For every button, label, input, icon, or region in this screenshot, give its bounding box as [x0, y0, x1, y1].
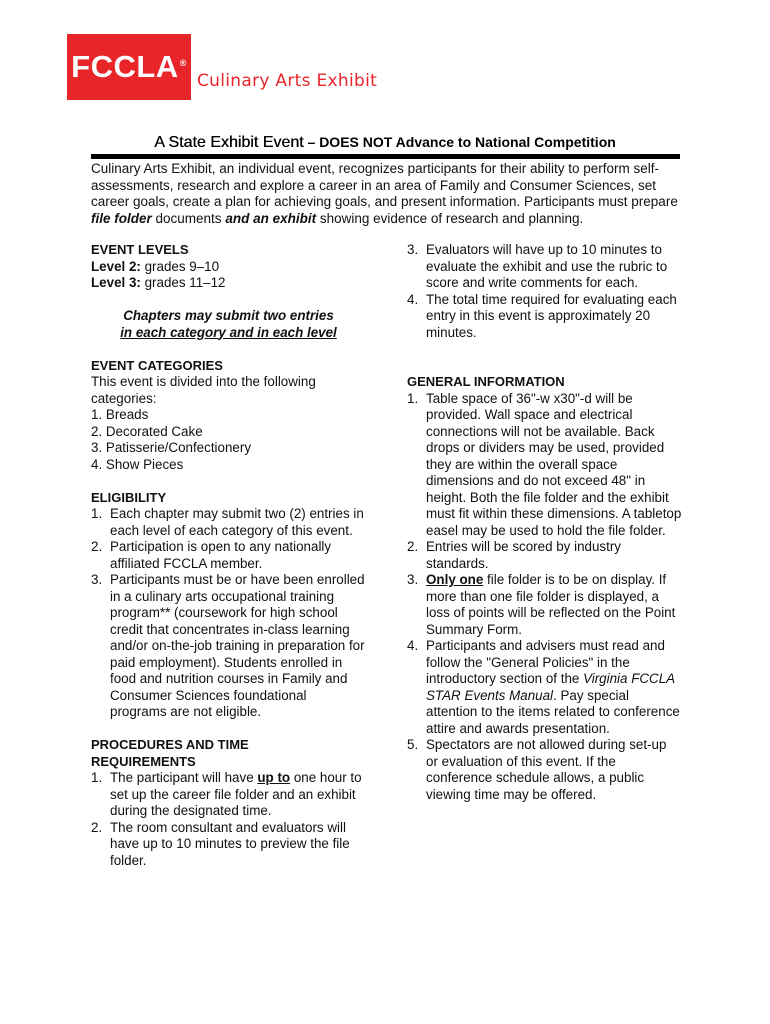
- item-number: 3.: [407, 572, 419, 587]
- chapters-note: [91, 308, 366, 341]
- title-dash: –: [303, 134, 320, 150]
- level-3-label: Level 3:: [91, 275, 141, 290]
- item-text: . Pay special attention to the items related to conference attire and awards presentation.: [426, 687, 680, 736]
- procedures-continued: [407, 242, 682, 341]
- intro-text-1: Culinary Arts Exhibit, an individual event, recognizes participants for their ability to perform self-assessments, research and explore a career in an area of Family and Consumer Sciences, set career goals, create a plan for achieving goals, and present information. Participants must prepare: [91, 161, 678, 209]
- level-3-value: grades 11–12: [140, 275, 226, 290]
- item-text: The participant will have: [110, 770, 258, 785]
- item-number: 1.: [91, 506, 103, 521]
- list-item: 3. Patisserie/Confectionery: [91, 440, 252, 455]
- event-categories-intro: This event is divided into the following categories:: [91, 374, 316, 406]
- list-item: [407, 292, 682, 342]
- item-emphasis: Virginia FCCLA STAR Events Manual: [426, 671, 675, 703]
- general-information-title: GENERAL INFORMATION: [407, 374, 565, 389]
- fccla-logo: [67, 34, 191, 100]
- item-number: 2.: [407, 539, 419, 554]
- eligibility-list: [91, 506, 366, 721]
- list-item: 4. Show Pieces: [91, 456, 184, 472]
- list-item: [407, 737, 682, 803]
- general-information-section: [407, 374, 682, 803]
- list-item: [91, 572, 366, 721]
- eligibility-section: [91, 490, 366, 721]
- intro-text-3: showing evidence of research and planning.: [316, 210, 584, 226]
- list-item: [91, 820, 366, 870]
- item-number: 3.: [91, 572, 103, 587]
- chapters-note-line-2: in each category and in each level: [120, 324, 337, 340]
- procedures-title-line-1: PROCEDURES AND TIME: [91, 737, 249, 752]
- event-levels-title: EVENT LEVELS: [91, 242, 189, 257]
- page-title: [0, 134, 770, 152]
- title-main: A State Exhibit Event: [154, 134, 304, 151]
- item-number: 2.: [91, 539, 103, 554]
- left-column: [91, 242, 366, 886]
- list-item: [91, 770, 366, 820]
- procedures-list: [91, 770, 366, 869]
- item-text: Evaluators will have up to 10 minutes to evaluate the exhibit and use the rubric to score and write comments for each.: [426, 242, 668, 290]
- intro-paragraph: [91, 161, 686, 227]
- intro-emph-exhibit: and an exhibit: [225, 210, 317, 226]
- item-number: 1.: [407, 390, 419, 406]
- item-number: 5.: [407, 737, 419, 752]
- chapters-note-line-1: Chapters may submit two entries: [123, 308, 334, 323]
- procedures-list-continued: [407, 242, 682, 341]
- logo-text: FCCLA: [71, 49, 179, 84]
- level-2-line: [91, 259, 366, 276]
- item-emphasis: up to: [257, 770, 291, 785]
- event-levels-section: [91, 242, 366, 341]
- list-item: 1. Breads: [91, 407, 149, 422]
- categories-list: [91, 407, 366, 473]
- event-categories-title: EVENT CATEGORIES: [91, 357, 223, 373]
- list-item: [407, 638, 682, 737]
- item-text: Each chapter may submit two (2) entries in each level of each category of this event.: [110, 506, 364, 538]
- item-number: 1.: [91, 770, 103, 785]
- level-3-line: [91, 275, 366, 292]
- item-text: Participants and advisers must read and follow the "General Policies" in the introductory section of the: [426, 638, 665, 686]
- title-sub: DOES NOT Advance to National Competition: [319, 134, 616, 150]
- title-rule: [91, 154, 680, 159]
- item-number: 4.: [407, 638, 419, 653]
- right-column: [407, 242, 682, 820]
- intro-text-2: documents: [151, 210, 226, 226]
- intro-emph-file-folder: file folder: [91, 210, 152, 226]
- item-number: 4.: [407, 291, 419, 307]
- eligibility-title: ELIGIBILITY: [91, 489, 167, 505]
- event-categories-section: [91, 358, 366, 474]
- list-item: [91, 539, 366, 572]
- list-item: [407, 391, 682, 540]
- list-item: [407, 539, 682, 572]
- item-text: file folder is to be on display. If more than one file folder is displayed, a loss of points will be reflected on the Point Summary Form.: [426, 572, 676, 637]
- item-number: 3.: [407, 242, 419, 257]
- item-text: Participants must be or have been enrolled in a culinary arts occupational training program** (coursework for high school credit that concentrates in-class learning and/or on-the-job training in preparation for paid employment). Students enrolled in food and nutrition courses in Family and Consumer Sciences foundational programs are not eligible.: [110, 572, 365, 719]
- list-item: 2. Decorated Cake: [91, 423, 203, 439]
- item-number: 2.: [91, 819, 103, 835]
- item-text: The room consultant and evaluators will have up to 10 minutes to preview the file folder.: [110, 819, 350, 868]
- item-text: Participation is open to any nationally affiliated FCCLA member.: [110, 539, 332, 571]
- level-2-label: Level 2:: [91, 258, 141, 274]
- item-text: Spectators are not allowed during set-up or evaluation of this event. If the conference schedule allows, a public viewing time may be offered.: [426, 737, 667, 802]
- item-text: Entries will be scored by industry standards.: [426, 539, 621, 571]
- list-item: [91, 506, 366, 539]
- registered-mark: ®: [179, 58, 187, 68]
- document-subtitle: Culinary Arts Exhibit: [197, 71, 378, 91]
- item-text: The total time required for evaluating each entry in this event is approximately 20 minutes.: [426, 291, 677, 340]
- item-text: Table space of 36"-w x30"-d will be provided. Wall space and electrical connections will not be available. Back drops or dividers may be used, provided they are within the overall space dimensions and do not exceed 48" in height. Both the file folder and the exhibit must fit within these dimensions. A tabletop easel may be used to hold the file folder.: [426, 390, 682, 538]
- item-emphasis: Only one: [426, 572, 484, 587]
- item-text: one hour to set up the career file folder and an exhibit during the designated time.: [110, 770, 362, 818]
- procedures-section: [91, 737, 366, 869]
- level-2-value: grades 9–10: [140, 258, 220, 274]
- list-item: [407, 572, 682, 638]
- general-information-list: [407, 391, 682, 804]
- procedures-title-line-2: REQUIREMENTS: [91, 753, 196, 769]
- list-item: [407, 242, 682, 292]
